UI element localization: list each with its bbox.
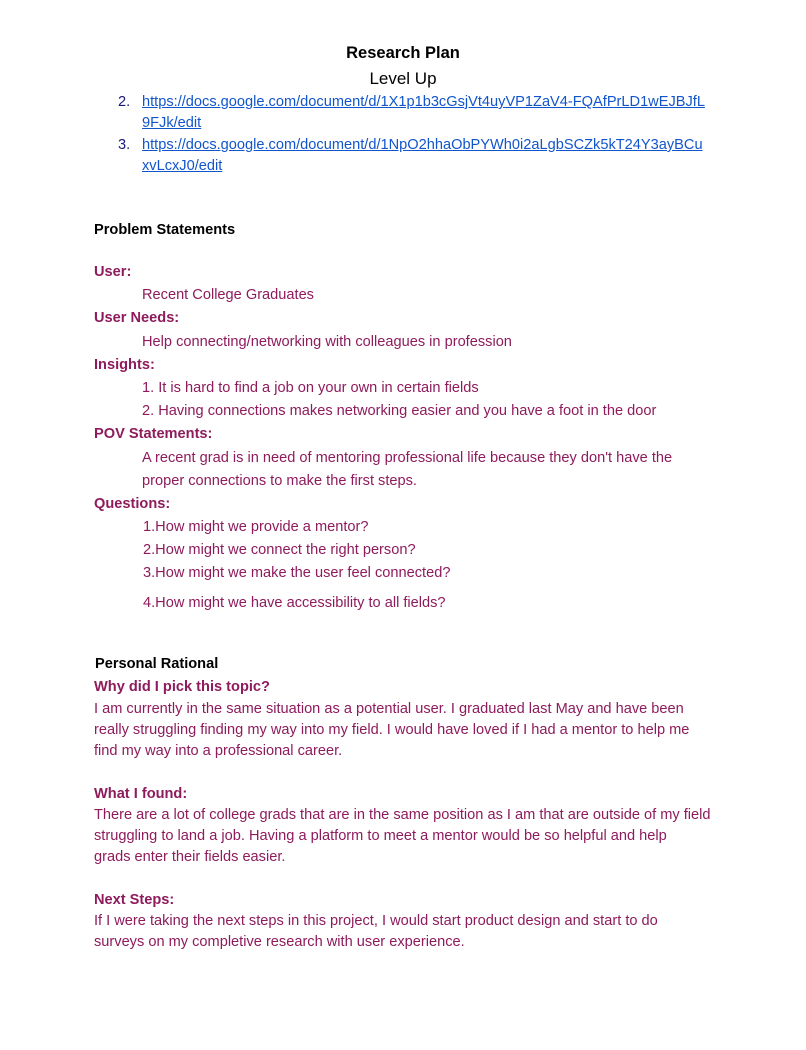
why-line: find my way into a professional career. [94, 743, 343, 759]
document-subtitle: Level Up [369, 69, 437, 88]
question-item: 1.How might we provide a mentor? [143, 519, 369, 535]
list-number: 3. [118, 137, 131, 153]
found-line: struggling to land a job. Having a platform to meet a mentor would be so helpful and help [94, 828, 667, 844]
doc-link-1-line2[interactable]: 9FJk/edit [142, 115, 202, 131]
insight-item: 2. Having connections makes networking easier and you have a foot in the door [142, 403, 657, 419]
problem-statements-heading: Problem Statements [94, 222, 236, 238]
question-item: 3.How might we make the user feel connected? [143, 565, 451, 581]
doc-link-2-line2[interactable]: xvLcxJ0/edit [142, 158, 223, 174]
insights-label: Insights: [94, 357, 155, 373]
question-item: 2.How might we connect the right person? [143, 542, 416, 558]
next-steps-label: Next Steps: [94, 892, 175, 908]
why-line: I am currently in the same situation as a potential user. I graduated last May and have been [94, 701, 684, 717]
user-needs-value: Help connecting/networking with colleagues in profession [142, 334, 512, 350]
list-number: 2. [118, 94, 131, 110]
questions-label: Questions: [94, 496, 171, 512]
insight-item: 1. It is hard to find a job on your own in certain fields [142, 380, 479, 396]
what-i-found-label: What I found: [94, 786, 188, 802]
personal-rational-heading: Personal Rational [95, 656, 219, 672]
next-steps-line: surveys on my completive research with user experience. [94, 934, 465, 950]
found-line: There are a lot of college grads that are in the same position as I am that are outside of my field [94, 807, 711, 823]
doc-link-1-line1[interactable]: https://docs.google.com/document/d/1X1p1b3cGsjVt4uyVP1ZaV4-FQAfPrLD1wEJBJfL [142, 94, 705, 110]
doc-link-2-line1[interactable]: https://docs.google.com/document/d/1NpO2hhaObPYWh0i2aLgbSCZk5kT24Y3ayBCu [142, 137, 703, 153]
pov-line: A recent grad is in need of mentoring professional life because they don't have the [142, 450, 673, 466]
why-line: really struggling finding my way into my field. I would have loved if I had a mentor to help me [94, 722, 690, 738]
user-label: User: [94, 264, 132, 280]
document-title: Research Plan [346, 44, 460, 62]
user-needs-label: User Needs: [94, 310, 180, 326]
next-steps-line: If I were taking the next steps in this project, I would start product design and start to do [94, 913, 658, 929]
pov-statements-label: POV Statements: [94, 426, 213, 442]
pov-line: proper connections to make the first steps. [142, 473, 417, 489]
why-label: Why did I pick this topic? [94, 679, 270, 695]
found-line: grads enter their fields easier. [94, 849, 286, 865]
user-value: Recent College Graduates [142, 287, 314, 303]
question-item: 4.How might we have accessibility to all fields? [143, 595, 446, 611]
